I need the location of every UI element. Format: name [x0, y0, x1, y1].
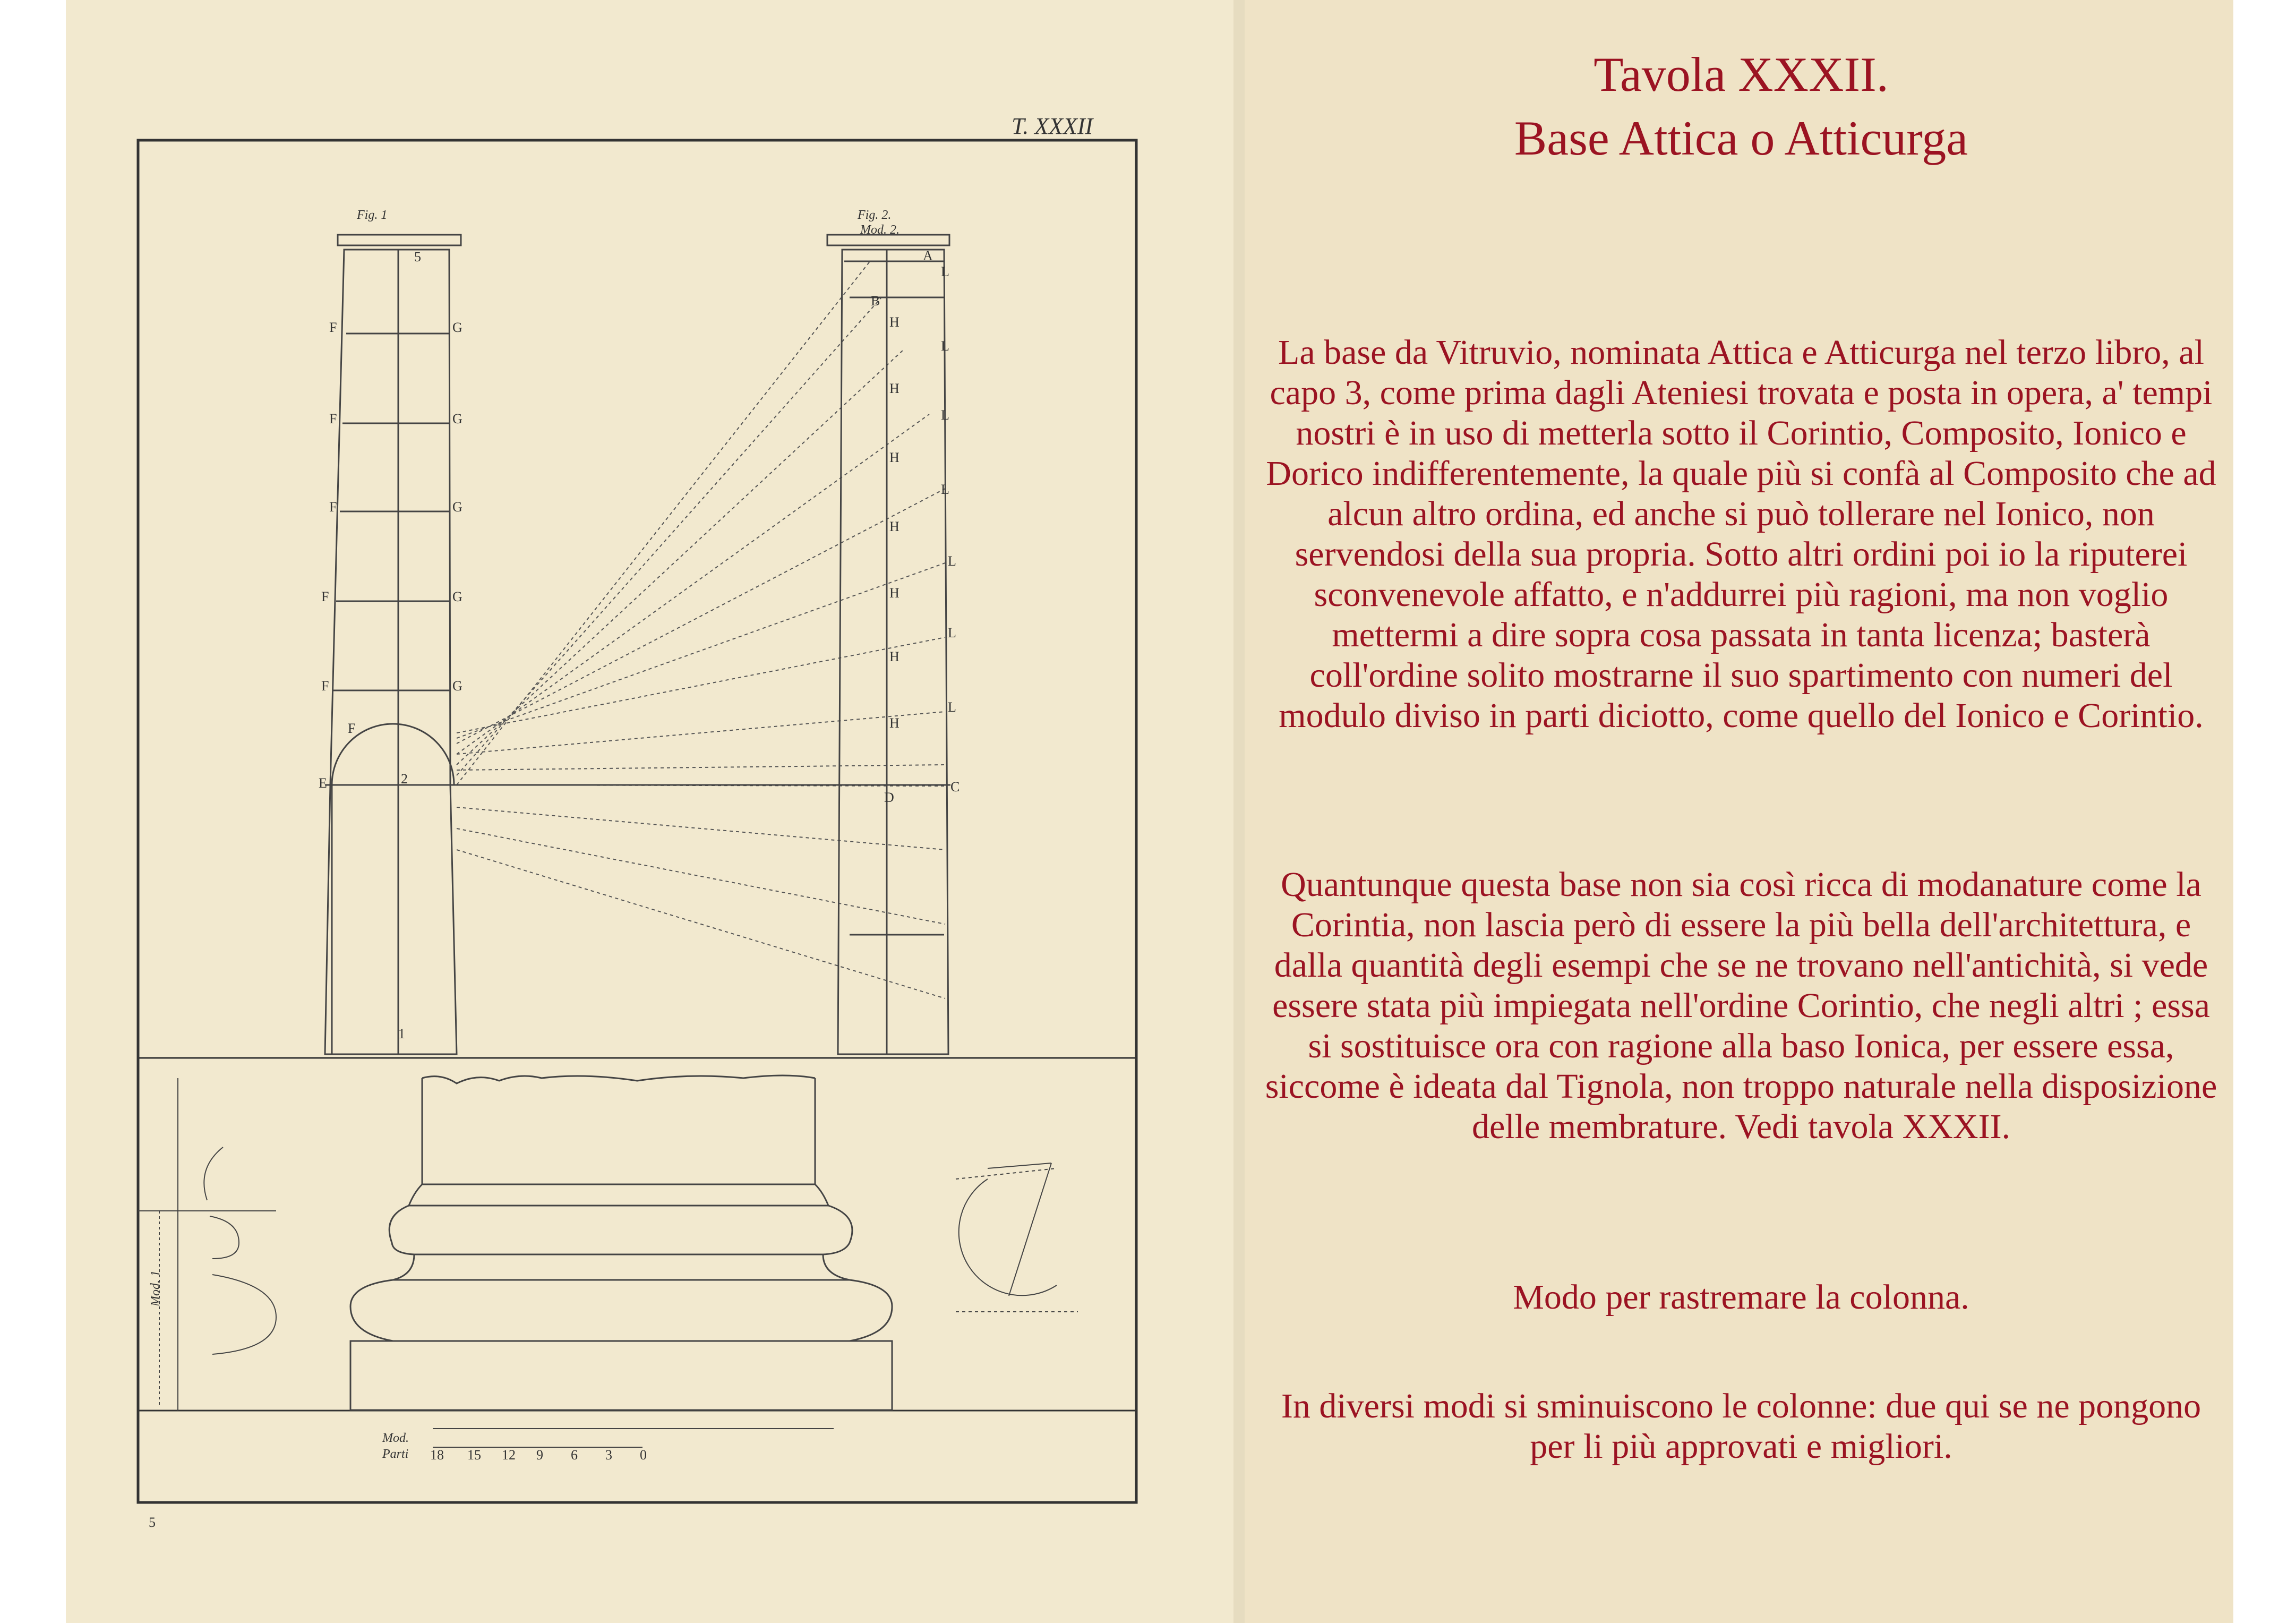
paragraph-2: Quantunque questa base non sia così ricca di modanature come la Corintia, non lascia però di essere la più bella dell'architettura, e dalla quantità degli esempi che se ne trovano nell'antichità, si vede essere stata più impiegata nell'ordine Corintio, che negli altri ; essa si sostituisce ora con ragione alla baso Ionica, per essere essa, siccome è ideata dal Tignola, non troppo naturale nella disposizione delle membrature. Vedi tavola XXXII. — [1265, 865, 2217, 1146]
label-5: 5 — [414, 249, 421, 264]
label-1: 1 — [398, 1026, 405, 1041]
label-l6: L — [948, 625, 956, 640]
fig1-label: Fig. 1 — [357, 208, 388, 222]
label-2: 2 — [401, 771, 408, 787]
label-a: A — [923, 248, 933, 263]
label-h2: H — [889, 381, 899, 396]
scale-tick-3: 9 — [536, 1447, 543, 1463]
column-fig1 — [325, 235, 461, 1054]
scale-parti-label: Parti — [382, 1447, 409, 1461]
page-title — [1261, 42, 2222, 170]
subtitle: Modo per rastremare la colonna. — [1513, 1278, 1969, 1317]
title-line1: Tavola XXXII. — [1594, 47, 1889, 101]
scale-tick-0: 18 — [430, 1447, 444, 1463]
label-d: D — [884, 790, 894, 805]
attic-base-profile — [350, 1075, 892, 1410]
label-h7: H — [889, 715, 899, 731]
label-h1: H — [889, 314, 899, 330]
fig2-label: Fig. 2. — [858, 208, 892, 222]
label-l4: L — [941, 482, 949, 497]
label-l3: L — [941, 407, 949, 423]
label-g3: G — [452, 499, 462, 515]
scotia-construction — [956, 1163, 1078, 1312]
mod1-label: Mod. 1 — [149, 1270, 162, 1306]
scale-tick-1: 15 — [467, 1447, 481, 1463]
plate-label: T. XXXII — [1012, 113, 1093, 139]
label-f5: F — [321, 678, 329, 694]
scale-tick-4: 6 — [571, 1447, 578, 1463]
label-f3: F — [329, 499, 337, 515]
label-l5: L — [948, 553, 956, 569]
label-g4: G — [452, 589, 462, 604]
paragraph-3: In diversi modi si sminuiscono le colonne: due qui se ne pongono per li più approvati e migliori. — [1281, 1387, 2201, 1466]
scale-tick-2: 12 — [502, 1447, 516, 1463]
label-g1: G — [452, 320, 462, 335]
label-h5: H — [889, 585, 899, 601]
label-g2: G — [452, 411, 462, 426]
label-l7: L — [948, 699, 956, 715]
label-l1: L — [941, 264, 949, 279]
label-c: C — [950, 779, 960, 795]
scale-tick-5: 3 — [605, 1447, 612, 1463]
label-h4: H — [889, 519, 899, 534]
scale-tick-6: 0 — [640, 1447, 647, 1463]
label-b: B — [871, 293, 880, 309]
paragraph-1: La base da Vitruvio, nominata Attica e Atticurga nel terzo libro, al capo 3, come prima dagli Ateniesi trovata e posta in opera, a' tempi nostri è in uso di metterla sotto il Corintio, Composito, Ionico e Dorico indifferentemente, la quale più si confà al Composito che ad alcun altro ordina, ed anche si può tollerare nel Ionico, non servendosi della sua propria. Sotto altri ordini poi io la riputerei sconvenevole affatto, e n'addurrei più ragioni, ma non voglio mettermi a dire sopra cosa passata in tanta licenza; basterà coll'ordine solito mostrarne il suo spartimento con numeri del modulo diviso in parti diciotto, come quello del Ionico e Corintio. — [1266, 333, 2216, 735]
label-h6: H — [889, 649, 899, 664]
base-left-profile — [138, 1078, 276, 1411]
label-f1: F — [329, 320, 337, 335]
column-fig2 — [827, 235, 949, 1054]
label-e: E — [319, 775, 327, 791]
label-f6: F — [348, 721, 356, 736]
label-f2: F — [329, 411, 337, 426]
label-h3: H — [889, 450, 899, 465]
plate-frame — [138, 140, 1136, 1502]
title-line2: Base Attica o Atticurga — [1514, 111, 1968, 165]
construction-lines — [457, 260, 945, 998]
mod2-label: Mod. 2. — [860, 223, 899, 237]
label-f4: F — [321, 589, 329, 604]
module-scale — [433, 1429, 834, 1447]
label-l2: L — [941, 338, 949, 354]
label-g5: G — [452, 678, 462, 694]
page-number: 5 — [149, 1515, 156, 1530]
scale-mod-label: Mod. — [382, 1431, 409, 1445]
